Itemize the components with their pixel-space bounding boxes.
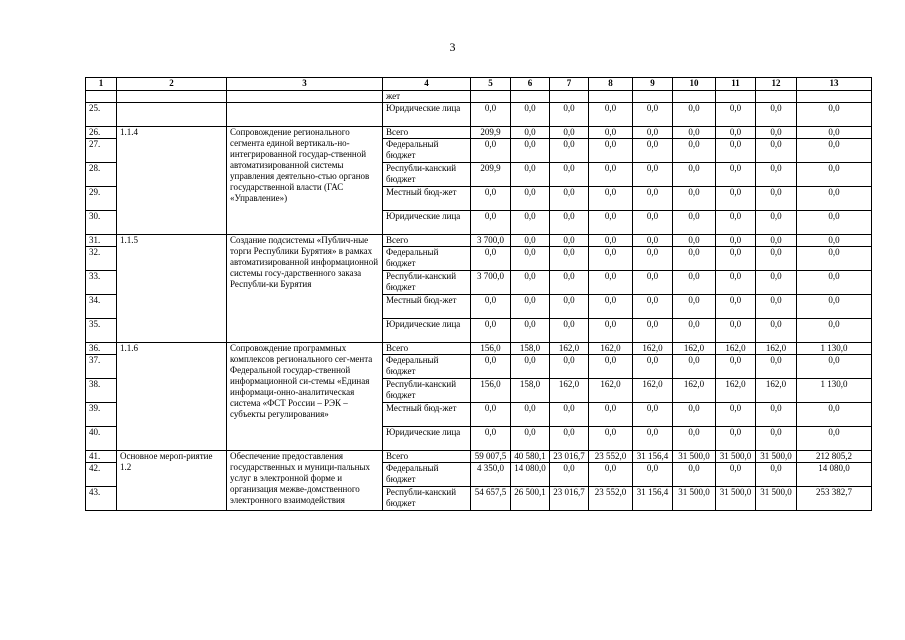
funding-source: Республи-канский бюджет bbox=[383, 487, 471, 511]
amount-cell: 0,0 bbox=[589, 187, 633, 211]
activity-code: 1.1.5 bbox=[117, 235, 227, 343]
funding-source: Всего bbox=[383, 451, 471, 463]
amount-cell: 0,0 bbox=[550, 235, 589, 247]
amount-cell: 0,0 bbox=[511, 319, 550, 343]
amount-cell: 0,0 bbox=[716, 103, 756, 127]
amount-cell: 0,0 bbox=[673, 403, 716, 427]
activity-description: Обеспечение предоставления государственных и муници-пальных услуг в электронной форме и организация межве-домственного электронного взаимодействия bbox=[227, 451, 383, 511]
activity-description: Сопровождение программных комплексов регионального сег-мента Федеральной государ-ственной информационной си-стемы «Единая информаци-онно-аналитическая система «ФСТ России – РЭК – субъекты регулирования» bbox=[227, 343, 383, 451]
column-header: 6 bbox=[511, 78, 550, 91]
amount-cell: 0,0 bbox=[797, 163, 872, 187]
amount-cell: 0,0 bbox=[471, 103, 511, 127]
amount-cell: 0,0 bbox=[797, 427, 872, 451]
amount-cell: 0,0 bbox=[589, 127, 633, 139]
amount-cell: 0,0 bbox=[633, 355, 673, 379]
amount-cell: 0,0 bbox=[550, 463, 589, 487]
amount-cell: 0,0 bbox=[633, 403, 673, 427]
amount-cell: 0,0 bbox=[797, 139, 872, 163]
table-row bbox=[86, 103, 872, 127]
amount-cell: 0,0 bbox=[633, 235, 673, 247]
amount-cell: 0,0 bbox=[756, 103, 797, 127]
amount-cell: 1 130,0 bbox=[797, 379, 872, 403]
amount-cell: 0,0 bbox=[589, 235, 633, 247]
row-number: 28. bbox=[86, 163, 117, 187]
funding-source: Республи-канский бюджет bbox=[383, 379, 471, 403]
amount-cell: 0,0 bbox=[633, 103, 673, 127]
row-number: 43. bbox=[86, 487, 117, 511]
column-header: 3 bbox=[227, 78, 383, 91]
amount-cell: 0,0 bbox=[550, 127, 589, 139]
row-number: 29. bbox=[86, 187, 117, 211]
amount-cell: 0,0 bbox=[471, 139, 511, 163]
funding-source: Юридические лица bbox=[383, 319, 471, 343]
amount-cell: 0,0 bbox=[511, 127, 550, 139]
amount-cell: 209,9 bbox=[471, 163, 511, 187]
amount-cell: 0,0 bbox=[673, 295, 716, 319]
amount-cell: 156,0 bbox=[471, 343, 511, 355]
amount-cell: 0,0 bbox=[511, 211, 550, 235]
funding-source: жет bbox=[383, 91, 471, 103]
amount-cell: 162,0 bbox=[589, 379, 633, 403]
row-number: 27. bbox=[86, 139, 117, 163]
amount-cell: 0,0 bbox=[716, 163, 756, 187]
amount-cell: 0,0 bbox=[756, 427, 797, 451]
amount-cell: 0,0 bbox=[471, 403, 511, 427]
amount-cell: 0,0 bbox=[633, 319, 673, 343]
amount-cell: 162,0 bbox=[550, 343, 589, 355]
amount-cell: 0,0 bbox=[633, 163, 673, 187]
column-header: 1 bbox=[86, 78, 117, 91]
amount-cell: 0,0 bbox=[511, 163, 550, 187]
column-header: 9 bbox=[633, 78, 673, 91]
row-number: 34. bbox=[86, 295, 117, 319]
amount-cell: 209,9 bbox=[471, 127, 511, 139]
amount-cell: 0,0 bbox=[797, 127, 872, 139]
amount-cell: 158,0 bbox=[511, 379, 550, 403]
funding-source: Местный бюд-жет bbox=[383, 295, 471, 319]
amount-cell: 0,0 bbox=[673, 187, 716, 211]
row-number: 40. bbox=[86, 427, 117, 451]
amount-cell: 162,0 bbox=[756, 379, 797, 403]
row-number bbox=[86, 91, 117, 103]
amount-cell: 162,0 bbox=[716, 379, 756, 403]
amount-cell: 3 700,0 bbox=[471, 271, 511, 295]
amount-cell: 0,0 bbox=[550, 355, 589, 379]
amount-cell: 0,0 bbox=[633, 247, 673, 271]
funding-source: Федеральный бюджет bbox=[383, 139, 471, 163]
amount-cell: 0,0 bbox=[550, 103, 589, 127]
amount-cell: 40 580,1 bbox=[511, 451, 550, 463]
amount-cell: 0,0 bbox=[756, 463, 797, 487]
amount-cell: 0,0 bbox=[471, 319, 511, 343]
amount-cell: 0,0 bbox=[673, 211, 716, 235]
amount-cell: 0,0 bbox=[756, 211, 797, 235]
amount-cell: 31 156,4 bbox=[633, 451, 673, 463]
amount-cell: 31 500,0 bbox=[716, 487, 756, 511]
amount-cell: 0,0 bbox=[471, 187, 511, 211]
amount-cell: 0,0 bbox=[471, 247, 511, 271]
column-header: 11 bbox=[716, 78, 756, 91]
amount-cell: 158,0 bbox=[511, 343, 550, 355]
amount-cell: 0,0 bbox=[716, 247, 756, 271]
amount-cell: 0,0 bbox=[716, 187, 756, 211]
amount-cell: 0,0 bbox=[589, 163, 633, 187]
amount-cell: 0,0 bbox=[511, 295, 550, 319]
row-number: 32. bbox=[86, 247, 117, 271]
row-number: 36. bbox=[86, 343, 117, 355]
column-header: 4 bbox=[383, 78, 471, 91]
amount-cell: 0,0 bbox=[589, 139, 633, 163]
activity-code bbox=[117, 103, 227, 127]
row-number: 37. bbox=[86, 355, 117, 379]
amount-cell: 0,0 bbox=[797, 295, 872, 319]
amount-cell: 0,0 bbox=[756, 127, 797, 139]
table-row bbox=[86, 451, 872, 463]
funding-source: Местный бюд-жет bbox=[383, 403, 471, 427]
amount-cell: 0,0 bbox=[471, 427, 511, 451]
amount-cell: 0,0 bbox=[589, 463, 633, 487]
column-header: 8 bbox=[589, 78, 633, 91]
amount-cell: 0,0 bbox=[797, 235, 872, 247]
amount-cell: 0,0 bbox=[550, 271, 589, 295]
amount-cell: 0,0 bbox=[797, 319, 872, 343]
table-body bbox=[86, 91, 872, 511]
amount-cell: 162,0 bbox=[673, 343, 716, 355]
column-header: 12 bbox=[756, 78, 797, 91]
amount-cell: 0,0 bbox=[511, 403, 550, 427]
funding-source: Юридические лица bbox=[383, 211, 471, 235]
column-header: 2 bbox=[117, 78, 227, 91]
amount-cell: 0,0 bbox=[756, 403, 797, 427]
activity-code: 1.1.6 bbox=[117, 343, 227, 451]
amount-cell: 0,0 bbox=[673, 427, 716, 451]
amount-cell: 0,0 bbox=[550, 247, 589, 271]
amount-cell: 0,0 bbox=[550, 403, 589, 427]
amount-cell: 0,0 bbox=[756, 295, 797, 319]
row-number: 33. bbox=[86, 271, 117, 295]
table-row bbox=[86, 343, 872, 355]
amount-cell: 253 382,7 bbox=[797, 487, 872, 511]
amount-cell: 0,0 bbox=[589, 319, 633, 343]
amount-cell: 0,0 bbox=[797, 103, 872, 127]
amount-cell: 0,0 bbox=[550, 427, 589, 451]
amount-cell: 0,0 bbox=[589, 211, 633, 235]
amount-cell: 0,0 bbox=[756, 319, 797, 343]
amount-cell: 0,0 bbox=[511, 355, 550, 379]
amount-cell: 0,0 bbox=[589, 247, 633, 271]
amount-cell: 31 500,0 bbox=[756, 487, 797, 511]
column-header: 7 bbox=[550, 78, 589, 91]
amount-cell: 23 016,7 bbox=[550, 451, 589, 463]
amount-cell: 0,0 bbox=[589, 103, 633, 127]
amount-cell: 0,0 bbox=[633, 271, 673, 295]
amount-cell: 0,0 bbox=[673, 127, 716, 139]
amount-cell: 3 700,0 bbox=[471, 235, 511, 247]
funding-source: Федеральный бюджет bbox=[383, 247, 471, 271]
amount-cell: 23 016,7 bbox=[550, 487, 589, 511]
amount-cell: 0,0 bbox=[716, 139, 756, 163]
amount-cell: 0,0 bbox=[550, 211, 589, 235]
row-number: 41. bbox=[86, 451, 117, 463]
amount-cell: 0,0 bbox=[716, 355, 756, 379]
amount-cell: 0,0 bbox=[756, 139, 797, 163]
funding-source: Всего bbox=[383, 127, 471, 139]
activity-description: Сопровождение регионального сегмента единой вертикаль-но-интегрированной государ-ственной автоматизированной системы управления деятельно-стью органов государственной власти (ГАС «Управление») bbox=[227, 127, 383, 235]
amount-cell: 0,0 bbox=[589, 295, 633, 319]
amount-cell: 0,0 bbox=[511, 187, 550, 211]
row-number: 38. bbox=[86, 379, 117, 403]
column-header: 5 bbox=[471, 78, 511, 91]
row-number: 39. bbox=[86, 403, 117, 427]
amount-cell: 0,0 bbox=[511, 427, 550, 451]
amount-cell: 31 500,0 bbox=[673, 487, 716, 511]
amount-cell: 0,0 bbox=[633, 139, 673, 163]
amount-cell: 0,0 bbox=[797, 187, 872, 211]
funding-source: Юридические лица bbox=[383, 427, 471, 451]
table-row bbox=[86, 235, 872, 247]
amount-cell: 0,0 bbox=[589, 403, 633, 427]
amount-cell: 0,0 bbox=[633, 427, 673, 451]
amount-cell: 0,0 bbox=[673, 139, 716, 163]
row-number: 31. bbox=[86, 235, 117, 247]
funding-source: Федеральный бюджет bbox=[383, 355, 471, 379]
amount-cell: 0,0 bbox=[756, 271, 797, 295]
row-number: 26. bbox=[86, 127, 117, 139]
amount-cell: 0,0 bbox=[550, 319, 589, 343]
amount-cell: 0,0 bbox=[716, 319, 756, 343]
amount-cell: 0,0 bbox=[716, 403, 756, 427]
amount-cell: 4 350,0 bbox=[471, 463, 511, 487]
amount-cell: 0,0 bbox=[673, 163, 716, 187]
table-row bbox=[86, 91, 872, 103]
amount-cell: 0,0 bbox=[511, 235, 550, 247]
amount-cell: 0,0 bbox=[471, 355, 511, 379]
amount-cell: 31 500,0 bbox=[673, 451, 716, 463]
amount-cell: 0,0 bbox=[471, 211, 511, 235]
amount-cell: 0,0 bbox=[756, 163, 797, 187]
amount-cell: 0,0 bbox=[550, 139, 589, 163]
amount-cell: 162,0 bbox=[550, 379, 589, 403]
amount-cell: 31 500,0 bbox=[756, 451, 797, 463]
funding-source: Федеральный бюджет bbox=[383, 463, 471, 487]
amount-cell: 0,0 bbox=[633, 295, 673, 319]
amount-cell: 0,0 bbox=[716, 235, 756, 247]
amount-cell: 0,0 bbox=[716, 295, 756, 319]
amount-cell: 23 552,0 bbox=[589, 451, 633, 463]
activity-code bbox=[117, 91, 227, 103]
amount-cell: 0,0 bbox=[633, 211, 673, 235]
funding-source: Республи-канский бюджет bbox=[383, 271, 471, 295]
amount-cell: 0,0 bbox=[673, 319, 716, 343]
amount-cell: 54 657,5 bbox=[471, 487, 511, 511]
amount-cell: 0,0 bbox=[797, 355, 872, 379]
amount-cell: 0,0 bbox=[716, 127, 756, 139]
table-header-row bbox=[86, 78, 872, 91]
amount-cell: 0,0 bbox=[716, 427, 756, 451]
amount-cell: 162,0 bbox=[716, 343, 756, 355]
amount-cell: 0,0 bbox=[673, 355, 716, 379]
amount-cell: 0,0 bbox=[797, 271, 872, 295]
amount-cell: 0,0 bbox=[589, 271, 633, 295]
amount-cell: 0,0 bbox=[471, 295, 511, 319]
row-number: 25. bbox=[86, 103, 117, 127]
amount-cell: 0,0 bbox=[511, 247, 550, 271]
column-header: 10 bbox=[673, 78, 716, 91]
activity-code: Основное мероп-риятие 1.2 bbox=[117, 451, 227, 511]
amount-cell: 0,0 bbox=[673, 103, 716, 127]
amount-cell: 0,0 bbox=[673, 271, 716, 295]
row-number: 42. bbox=[86, 463, 117, 487]
amount-cell: 0,0 bbox=[633, 127, 673, 139]
amount-cell: 0,0 bbox=[756, 187, 797, 211]
amount-cell: 0,0 bbox=[633, 463, 673, 487]
amount-cell: 0,0 bbox=[550, 187, 589, 211]
amount-cell: 0,0 bbox=[673, 247, 716, 271]
amount-cell: 0,0 bbox=[797, 211, 872, 235]
amount-cell: 0,0 bbox=[550, 295, 589, 319]
amount-cell: 162,0 bbox=[633, 343, 673, 355]
funding-source: Всего bbox=[383, 343, 471, 355]
activity-description bbox=[227, 91, 383, 103]
amount-cell: 14 080,0 bbox=[511, 463, 550, 487]
amount-cell: 0,0 bbox=[756, 235, 797, 247]
amount-cell: 0,0 bbox=[673, 235, 716, 247]
amount-cell: 0,0 bbox=[797, 403, 872, 427]
amount-cell: 31 500,0 bbox=[716, 451, 756, 463]
amount-cell: 0,0 bbox=[673, 463, 716, 487]
column-header: 13 bbox=[797, 78, 872, 91]
funding-source: Всего bbox=[383, 235, 471, 247]
funding-source: Местный бюд-жет bbox=[383, 187, 471, 211]
amount-cell: 0,0 bbox=[589, 427, 633, 451]
amount-cell: 0,0 bbox=[511, 271, 550, 295]
amount-cell: 14 080,0 bbox=[797, 463, 872, 487]
table-row bbox=[86, 127, 872, 139]
page-number: 3 bbox=[449, 40, 456, 54]
amount-cell: 31 156,4 bbox=[633, 487, 673, 511]
amount-cell: 212 805,2 bbox=[797, 451, 872, 463]
amount-cell: 162,0 bbox=[673, 379, 716, 403]
amount-cell: 0,0 bbox=[797, 247, 872, 271]
funding-source: Юридические лица bbox=[383, 103, 471, 127]
amount-cell: 0,0 bbox=[756, 247, 797, 271]
amount-cell: 156,0 bbox=[471, 379, 511, 403]
funding-source: Республи-канский бюджет bbox=[383, 163, 471, 187]
amount-cell: 23 552,0 bbox=[589, 487, 633, 511]
amount-cell: 162,0 bbox=[633, 379, 673, 403]
amount-cell: 162,0 bbox=[589, 343, 633, 355]
amount-cell: 0,0 bbox=[511, 139, 550, 163]
amount-cell: 0,0 bbox=[716, 211, 756, 235]
amount-cell: 59 007,5 bbox=[471, 451, 511, 463]
amount-cell: 1 130,0 bbox=[797, 343, 872, 355]
amount-cell: 0,0 bbox=[756, 355, 797, 379]
budget-table bbox=[85, 77, 872, 511]
amount-cell: 0,0 bbox=[716, 271, 756, 295]
row-number: 30. bbox=[86, 211, 117, 235]
amount-cell: 162,0 bbox=[756, 343, 797, 355]
row-number: 35. bbox=[86, 319, 117, 343]
amount-cell: 0,0 bbox=[716, 463, 756, 487]
amount-cell: 0,0 bbox=[550, 163, 589, 187]
activity-description: Создание подсистемы «Публич-ные торги Республики Бурятия» в рамках автоматизированной информационной системы госу-дарственного заказа Республи-ки Бурятия bbox=[227, 235, 383, 343]
amount-cell: 0,0 bbox=[511, 103, 550, 127]
amount-cell: 0,0 bbox=[633, 187, 673, 211]
amount-cell: 0,0 bbox=[589, 355, 633, 379]
amount-cell: 26 500,1 bbox=[511, 487, 550, 511]
activity-description bbox=[227, 103, 383, 127]
activity-code: 1.1.4 bbox=[117, 127, 227, 235]
